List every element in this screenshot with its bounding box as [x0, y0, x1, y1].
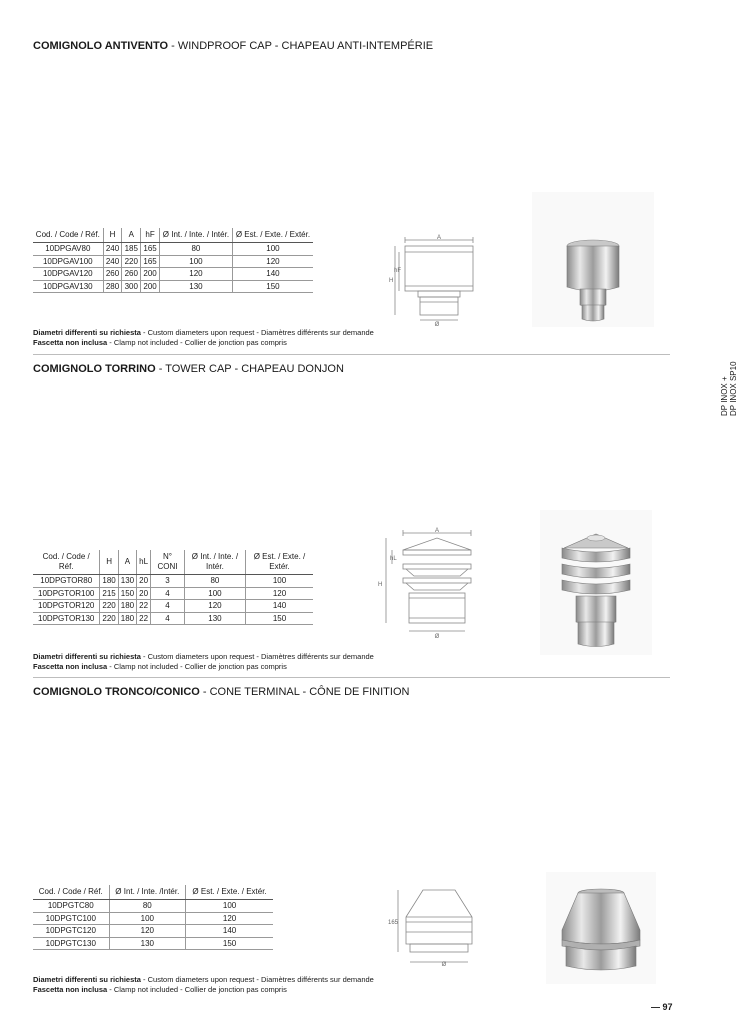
product-photo-windproof-cap — [532, 192, 654, 327]
note-bold: Diametri differenti su richiesta — [33, 975, 141, 984]
table-cell: 20 — [137, 587, 151, 600]
table-row — [33, 268, 313, 281]
product-code-cell: 10DPGTC120 — [33, 925, 109, 938]
table-cell: 200 — [141, 268, 160, 281]
column-header: A — [122, 228, 141, 243]
notes-windproof-cap — [33, 328, 374, 347]
dim-label-h: H — [389, 278, 394, 284]
side-tab-product-line — [718, 358, 742, 418]
dim-label-diameter: Ø — [434, 634, 440, 640]
table-cell: 150 — [186, 937, 273, 950]
table-cell: 260 — [122, 268, 141, 281]
product-code-cell: 10DPGTOR130 — [33, 612, 100, 625]
section-title-windproof-cap — [33, 40, 433, 52]
table-cell: 120 — [184, 600, 245, 613]
spec-table-cone-terminal — [33, 885, 273, 950]
section-divider — [33, 677, 670, 678]
column-header: H — [103, 228, 122, 243]
table-cell: 165 — [141, 255, 160, 268]
technical-drawing-windproof-cap — [385, 232, 485, 327]
table-row — [33, 587, 313, 600]
column-header: Cod. / Code / Réf. — [33, 228, 103, 243]
table-cell: 180 — [118, 612, 136, 625]
table-cell: 100 — [159, 255, 232, 268]
column-header: Ø Int. / Inte. / Intér. — [159, 228, 232, 243]
table-cell: 140 — [186, 925, 273, 938]
dim-label-hf: hF — [394, 268, 402, 274]
note-bold: Fascetta non inclusa — [33, 984, 108, 994]
product-code-cell: 10DPGTOR80 — [33, 575, 100, 588]
table-cell: 120 — [109, 925, 186, 938]
table-cell: 220 — [100, 600, 118, 613]
table-row — [33, 912, 273, 925]
table-cell: 80 — [109, 900, 186, 913]
table-cell: 100 — [109, 912, 186, 925]
table-cell: 130 — [109, 937, 186, 950]
table-header-row — [33, 885, 273, 900]
table-cell: 22 — [137, 612, 151, 625]
table-row — [33, 243, 313, 256]
table-cell: 80 — [184, 575, 245, 588]
table-row — [33, 280, 313, 293]
product-code-cell: 10DPGAV80 — [33, 243, 103, 256]
table-cell: 4 — [151, 600, 185, 613]
table-cell: 240 — [103, 243, 122, 256]
column-header: Ø Est. / Exte. / Extér. — [186, 885, 273, 900]
section-title-tower-cap — [33, 363, 344, 375]
product-photo-cone-terminal — [546, 872, 656, 984]
dim-label-a: A — [434, 528, 440, 534]
table-row — [33, 255, 313, 268]
table-cell: 4 — [151, 612, 185, 625]
table-row — [33, 612, 313, 625]
title-bold: COMIGNOLO ANTIVENTO — [33, 40, 169, 52]
technical-drawing-cone-terminal — [388, 884, 478, 969]
table-cell: 4 — [151, 587, 185, 600]
note-bold: Fascetta non inclusa — [33, 337, 108, 347]
notes-cone-terminal — [33, 975, 374, 994]
product-code-cell: 10DPGAV130 — [33, 280, 103, 293]
section-title-cone-terminal — [33, 686, 409, 698]
product-code-cell: 10DPGTOR120 — [33, 600, 100, 613]
note-bold: Diametri differenti su richiesta — [33, 652, 141, 661]
side-tab-line-2: DP INOX SP10 — [729, 361, 738, 416]
table-row — [33, 600, 313, 613]
table-cell: 120 — [245, 587, 313, 600]
product-code-cell: 10DPGAV120 — [33, 268, 103, 281]
table-cell: 180 — [118, 600, 136, 613]
title-bold: COMIGNOLO TRONCO/CONICO — [33, 686, 200, 698]
side-tab-line-1: DP INOX + — [720, 376, 729, 416]
table-cell: 260 — [103, 268, 122, 281]
column-header: hF — [141, 228, 160, 243]
table-cell: 150 — [245, 612, 313, 625]
column-header: Cod. / Code / Réf. — [33, 885, 109, 900]
title-rest: - CONE TERMINAL - CÔNE DE FINITION — [199, 686, 410, 698]
table-cell: 140 — [232, 268, 313, 281]
page-number: — 97 — [651, 1002, 673, 1012]
note-text: - Custom diameters upon request - Diamètres différents sur demande — [140, 652, 374, 661]
table-cell: 280 — [103, 280, 122, 293]
table-cell: 220 — [122, 255, 141, 268]
note-text: - Clamp not included - Collier de jonction pas compris — [107, 984, 287, 994]
column-header: H — [100, 550, 118, 575]
note-bold: Fascetta non inclusa — [33, 661, 108, 671]
table-cell: 100 — [186, 900, 273, 913]
table-header-row — [33, 550, 313, 575]
spec-table-windproof-cap — [33, 228, 313, 293]
table-cell: 165 — [141, 243, 160, 256]
column-header: hL — [137, 550, 151, 575]
table-cell: 300 — [122, 280, 141, 293]
table-cell: 22 — [137, 600, 151, 613]
table-cell: 120 — [159, 268, 232, 281]
table-cell: 100 — [245, 575, 313, 588]
column-header: Ø Est. / Exte. / Extér. — [245, 550, 313, 575]
table-cell: 140 — [245, 600, 313, 613]
note-text: - Custom diameters upon request - Diamètres différents sur demande — [140, 975, 374, 984]
technical-drawing-tower-cap — [376, 524, 486, 642]
table-cell: 215 — [100, 587, 118, 600]
table-cell: 130 — [184, 612, 245, 625]
table-cell: 80 — [159, 243, 232, 256]
table-cell: 20 — [137, 575, 151, 588]
note-text: - Clamp not included - Collier de jonction pas compris — [107, 337, 287, 347]
table-cell: 120 — [232, 255, 313, 268]
dim-label-diameter: Ø — [441, 962, 447, 968]
dim-label-diameter: Ø — [434, 322, 440, 328]
product-photo-tower-cap — [540, 510, 652, 655]
table-cell: 220 — [100, 612, 118, 625]
product-code-cell: 10DPGTC130 — [33, 937, 109, 950]
dim-label-height: 165 — [388, 920, 399, 926]
dim-label-h: H — [378, 582, 383, 588]
table-cell: 200 — [141, 280, 160, 293]
table-cell: 100 — [232, 243, 313, 256]
dim-label-hl: hL — [390, 556, 397, 562]
column-header: Ø Est. / Exte. / Extér. — [232, 228, 313, 243]
table-cell: 185 — [122, 243, 141, 256]
product-code-cell: 10DPGAV100 — [33, 255, 103, 268]
table-row — [33, 900, 273, 913]
table-cell: 120 — [186, 912, 273, 925]
column-header: N° CONI — [151, 550, 185, 575]
table-row — [33, 925, 273, 938]
title-rest: - WINDPROOF CAP - CHAPEAU ANTI-INTEMPÉRIE — [168, 40, 434, 52]
dim-label-a: A — [436, 235, 442, 241]
table-cell: 130 — [159, 280, 232, 293]
column-header: Ø Int. / Inte. / Intér. — [184, 550, 245, 575]
section-divider — [33, 354, 670, 355]
product-code-cell: 10DPGTOR100 — [33, 587, 100, 600]
table-cell: 240 — [103, 255, 122, 268]
table-row — [33, 937, 273, 950]
table-header-row — [33, 228, 313, 243]
table-cell: 150 — [118, 587, 136, 600]
table-cell: 180 — [100, 575, 118, 588]
note-text: - Custom diameters upon request - Diamètres différents sur demande — [140, 328, 374, 337]
column-header: A — [118, 550, 136, 575]
title-rest: - TOWER CAP - CHAPEAU DONJON — [155, 363, 344, 375]
notes-tower-cap — [33, 652, 374, 671]
product-code-cell: 10DPGTC80 — [33, 900, 109, 913]
note-text: - Clamp not included - Collier de jonction pas compris — [107, 661, 287, 671]
table-cell: 130 — [118, 575, 136, 588]
table-cell: 100 — [184, 587, 245, 600]
table-row — [33, 575, 313, 588]
column-header: Cod. / Code / Réf. — [33, 550, 100, 575]
spec-table-tower-cap — [33, 550, 313, 625]
table-cell: 3 — [151, 575, 185, 588]
column-header: Ø Int. / Inte. /Intér. — [109, 885, 186, 900]
note-bold: Diametri differenti su richiesta — [33, 328, 141, 337]
table-cell: 150 — [232, 280, 313, 293]
product-code-cell: 10DPGTC100 — [33, 912, 109, 925]
title-bold: COMIGNOLO TORRINO — [33, 363, 156, 375]
